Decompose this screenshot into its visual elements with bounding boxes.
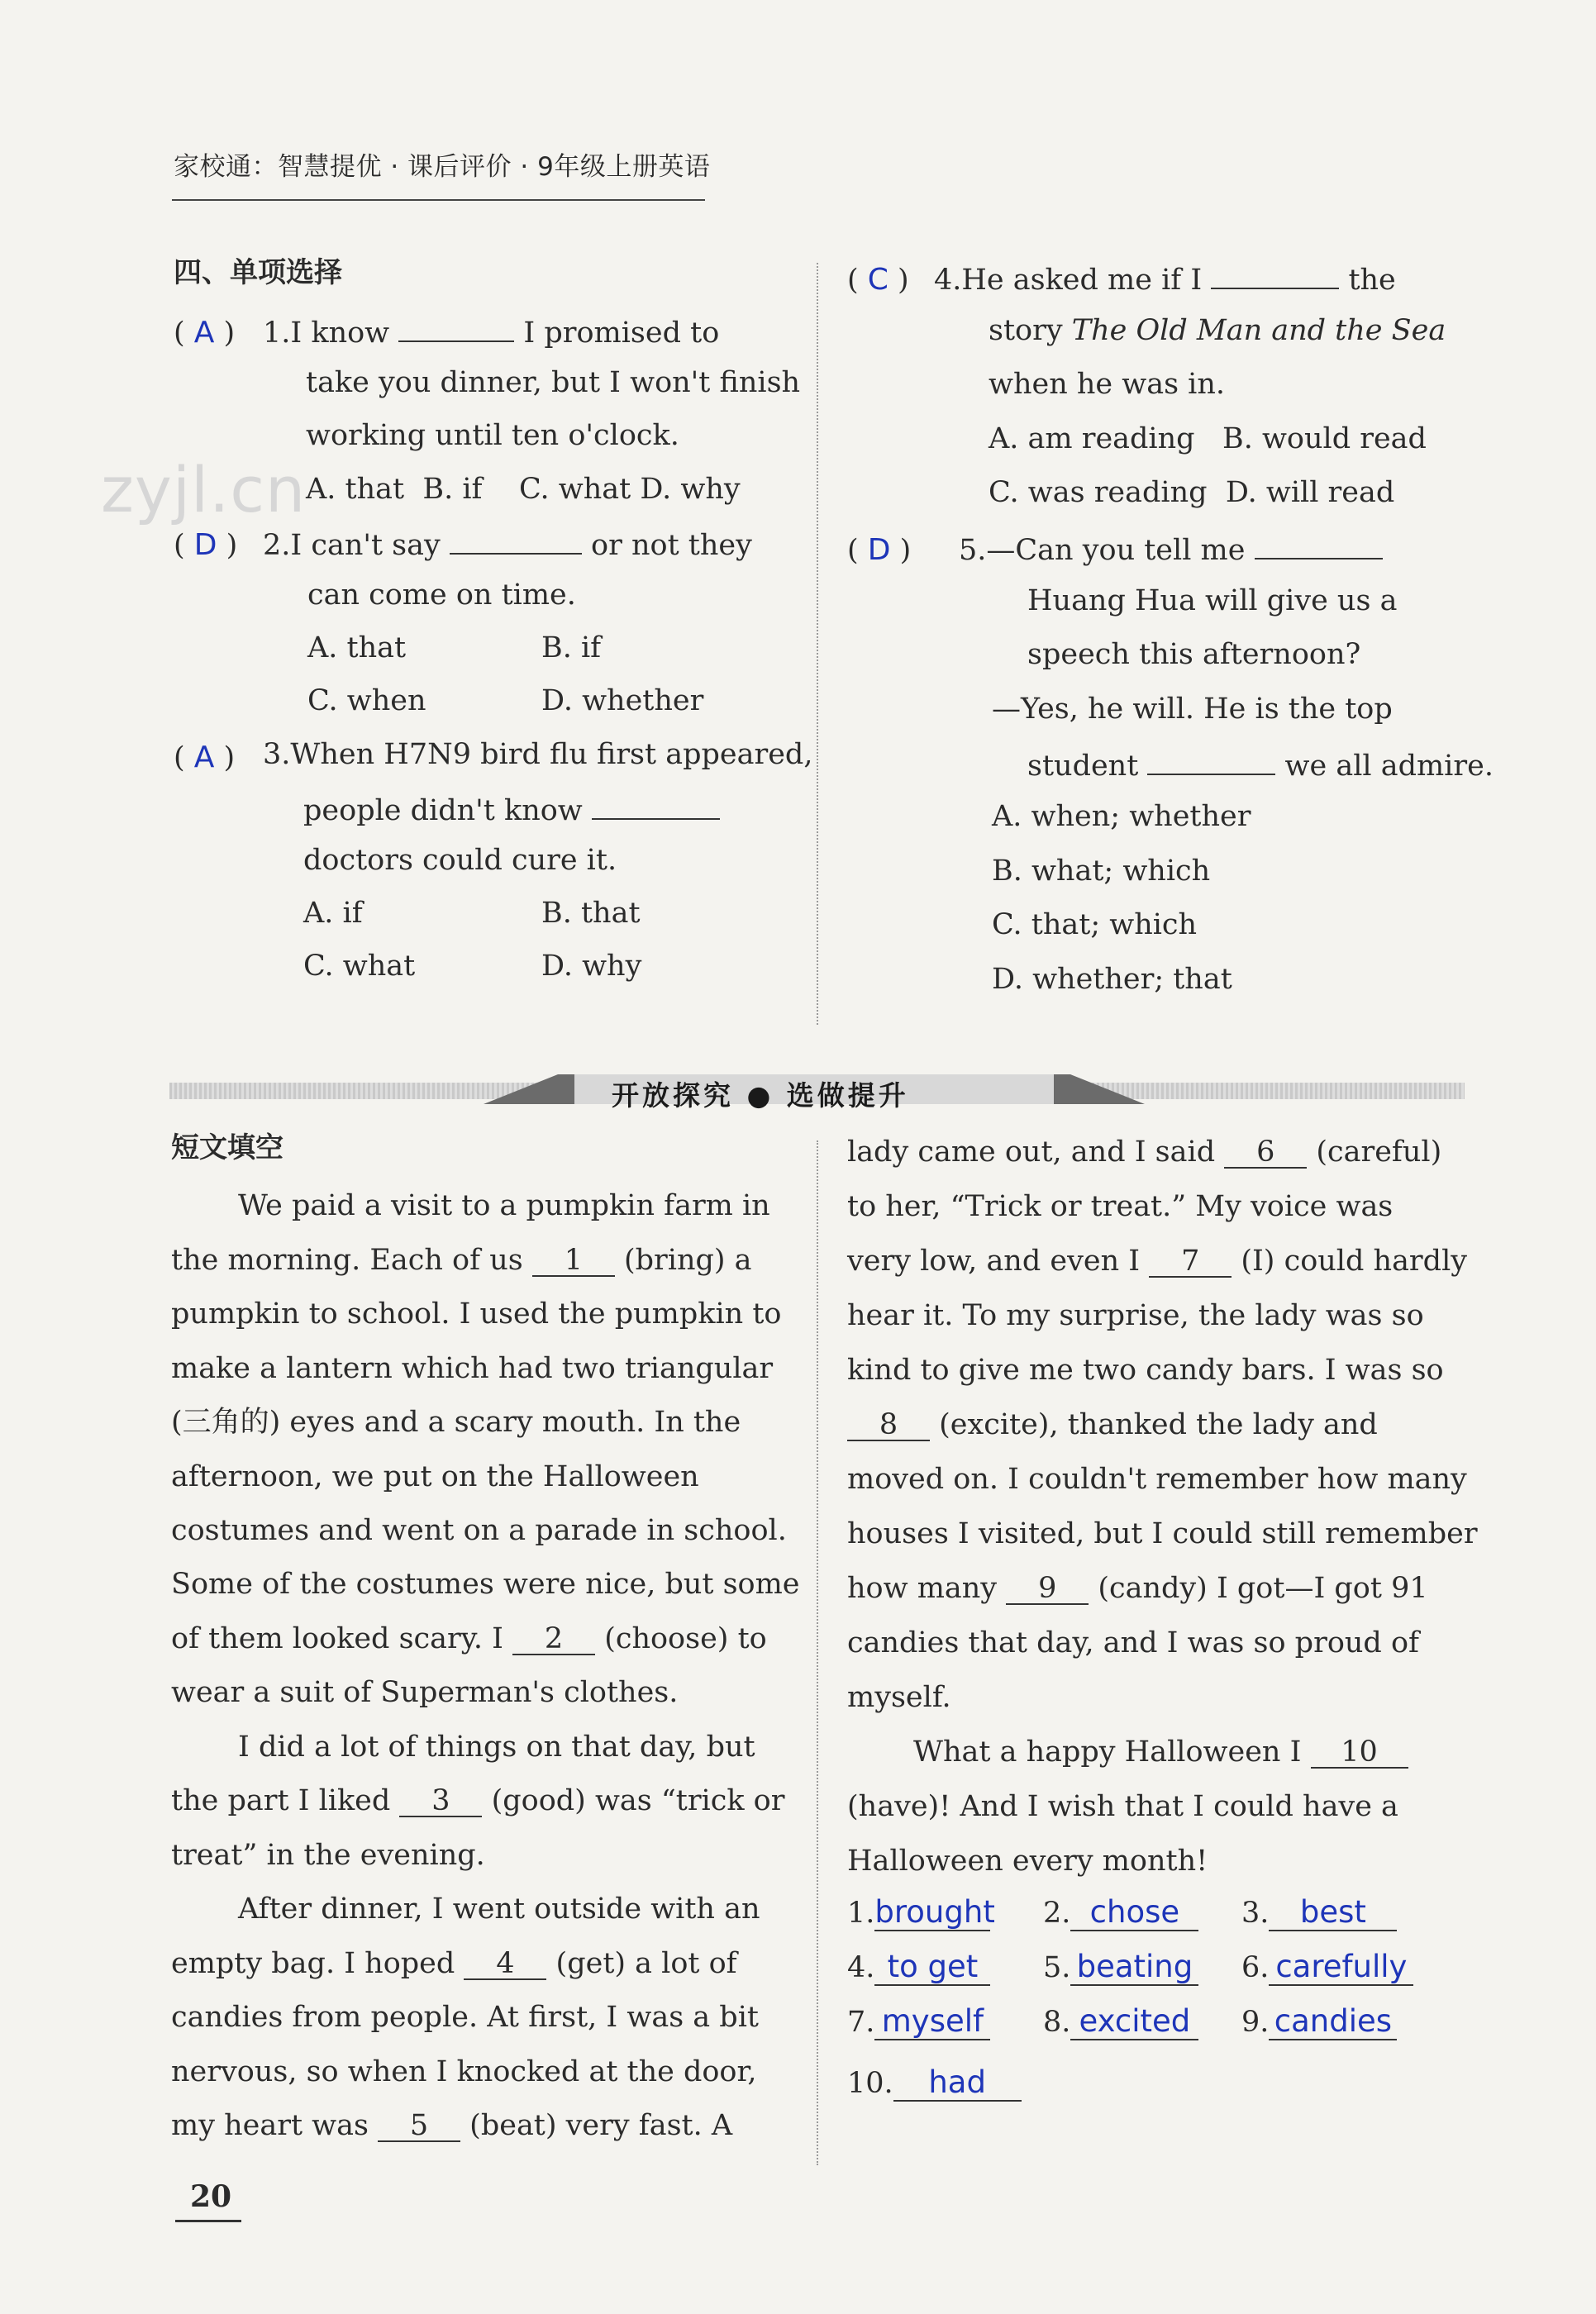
cloze-answer-5: 5. beating <box>1043 1949 1198 1986</box>
question-number: 3. <box>263 738 291 771</box>
banner-text: 开放探究 ● 选做提升 <box>612 1079 909 1112</box>
handwritten-answer: chose <box>1070 1894 1198 1931</box>
question-number: 1. <box>263 317 291 350</box>
answer-paren: ( C ) <box>847 263 909 297</box>
passage-line: empty bag. I hoped 4 (get) a lot of <box>171 1947 737 1980</box>
question-text-line: working until ten o'clock. <box>306 419 679 452</box>
option-row <box>989 422 1427 455</box>
passage-line: very low, and even I 7 (I) could hardly <box>847 1245 1468 1278</box>
handwritten-answer: excited <box>1070 2003 1198 2040</box>
numbered-blank: 4 <box>464 1950 546 1980</box>
passage-line: Some of the costumes were nice, but some <box>171 1568 800 1601</box>
question-text: 3.When H7N9 bird flu first appeared, <box>263 738 813 771</box>
answer-paren: ( D ) <box>174 528 238 562</box>
option: A. that <box>306 473 405 506</box>
passage-line: wear a suit of Superman's clothes. <box>171 1676 679 1709</box>
passage-line: candies that day, and I was so proud of <box>847 1626 1419 1659</box>
cloze-answer-7: 7. myself <box>847 2003 990 2040</box>
passage-line: my heart was 5 (beat) very fast. A <box>171 2109 733 2142</box>
numbered-blank: 10 <box>1311 1738 1408 1769</box>
column-divider-bottom <box>817 1140 818 2165</box>
numbered-blank: 3 <box>399 1787 482 1817</box>
passage-line: hear it. To my surprise, the lady was so <box>847 1299 1424 1332</box>
answer-blank <box>450 528 582 555</box>
passage-line: What a happy Halloween I 10 <box>913 1738 1408 1769</box>
option: B. that <box>541 897 641 930</box>
section-heading: 短文填空 <box>171 1131 283 1164</box>
option: C. when <box>307 684 426 717</box>
handwritten-answer: brought <box>874 1894 995 1930</box>
question-text: 5.—Can you tell me <box>959 533 1383 565</box>
passage-line: costumes and went on a parade in school. <box>171 1514 787 1547</box>
question-text: 4.He asked me if I the <box>934 264 1396 297</box>
book-title: The Old Man and the Sea <box>1071 314 1446 347</box>
question-text-line: take you dinner, but I won't finish <box>306 366 801 399</box>
handwritten-answer: candies <box>1269 2003 1397 2040</box>
answer-blank <box>1147 749 1275 775</box>
cloze-answer-6: 6. carefully <box>1241 1949 1413 1986</box>
passage-line: treat” in the evening. <box>171 1839 485 1872</box>
passage-line: nervous, so when I knocked at the door, <box>171 2055 757 2088</box>
option: B. if <box>422 473 483 506</box>
passage-line: pumpkin to school. I used the pumpkin to <box>171 1297 782 1331</box>
passage-line: lady came out, and I said 6 (careful) <box>847 1136 1442 1169</box>
passage-line: kind to give me two candy bars. I was so <box>847 1354 1444 1387</box>
option: D. why <box>541 950 642 983</box>
answer-blank <box>398 316 514 342</box>
question-number: 2. <box>263 529 291 562</box>
numbered-blank: 5 <box>378 2112 460 2142</box>
handwritten-answer: had <box>893 2064 1022 2102</box>
choice-answer: D <box>193 528 217 562</box>
cloze-answer-2: 2. chose <box>1043 1894 1198 1931</box>
passage-line: make a lantern which had two triangular <box>171 1352 774 1385</box>
choice-answer: D <box>867 533 891 567</box>
answer-blank <box>1211 263 1339 289</box>
passage-line: moved on. I couldn't remember how many <box>847 1463 1467 1496</box>
header-rule <box>172 199 705 201</box>
passage-line: Halloween every month! <box>847 1845 1208 1878</box>
cloze-answer-9: 9. candies <box>1241 2003 1397 2040</box>
option: C. what <box>303 950 416 983</box>
option: D. whether <box>541 684 704 717</box>
handwritten-answer: carefully <box>1269 1949 1413 1986</box>
page-number: 20 <box>190 2179 232 2214</box>
passage-line: After dinner, I went outside with an <box>238 1893 760 1926</box>
section-heading: 四、单项选择 <box>174 256 342 289</box>
question-text-line: —Yes, he will. He is the top <box>992 693 1393 726</box>
handwritten-answer: beating <box>1070 1949 1198 1986</box>
handwritten-answer: best <box>1269 1894 1397 1931</box>
option: B. if <box>541 631 602 664</box>
passage-line: the morning. Each of us 1 (bring) a <box>171 1244 752 1277</box>
passage-line: how many 9 (candy) I got—I got 91 <box>847 1572 1428 1605</box>
passage-line: afternoon, we put on the Halloween <box>171 1460 699 1493</box>
passage-line: the part I liked 3 (good) was “trick or <box>171 1784 785 1817</box>
choice-answer: A <box>193 740 215 774</box>
cloze-answer-8: 8. excited <box>1043 2003 1198 2040</box>
option: D. will read <box>1225 476 1395 509</box>
numbered-blank: 6 <box>1224 1138 1307 1169</box>
passage-line: of them looked scary. I 2 (choose) to <box>171 1622 767 1655</box>
page-number-rule <box>175 2220 241 2222</box>
answer-paren: ( D ) <box>847 533 912 567</box>
option: C. what <box>518 473 631 506</box>
question-text-line: story The Old Man and the Sea <box>989 314 1446 347</box>
answer-paren: ( A ) <box>174 740 236 774</box>
numbered-blank: 1 <box>532 1246 615 1277</box>
answer-blank <box>592 793 720 820</box>
option: C. was reading <box>989 476 1208 509</box>
numbered-blank: 8 <box>847 1411 930 1441</box>
passage-line: candies from people. At first, I was a bit <box>171 2001 759 2034</box>
passage-line: I did a lot of things on that day, but <box>238 1731 755 1764</box>
watermark-logo: zyjl.cn <box>101 453 307 526</box>
question-text-line: doctors could cure it. <box>303 844 617 877</box>
choice-answer: C <box>867 263 889 297</box>
option: D. whether; that <box>992 963 1232 996</box>
column-divider-top <box>817 263 818 1025</box>
option: B. would read <box>1222 422 1427 455</box>
option-row <box>306 475 741 504</box>
answer-blank <box>1255 533 1383 559</box>
question-text-line: when he was in. <box>989 368 1226 401</box>
question-text-line: speech this afternoon? <box>1027 638 1361 671</box>
option-row <box>989 476 1395 509</box>
option: A. if <box>303 897 363 930</box>
numbered-blank: 7 <box>1149 1247 1232 1278</box>
option: A. when; whether <box>992 800 1251 833</box>
question-text-line: people didn't know <box>303 793 720 826</box>
option: D. why <box>640 473 741 506</box>
question-text: 1.I know I promised to <box>263 317 720 350</box>
numbered-blank: 2 <box>512 1625 595 1655</box>
passage-line: 8 (excite), thanked the lady and <box>847 1411 1378 1441</box>
answer-paren: ( A ) <box>174 316 236 350</box>
handwritten-answer: to get <box>874 1949 990 1986</box>
passage-line: myself. <box>847 1681 951 1714</box>
option: B. what; which <box>992 855 1211 888</box>
cloze-answer-1: 1.brought <box>847 1894 995 1930</box>
passage-line: to her, “Trick or treat.” My voice was <box>847 1190 1394 1223</box>
question-number: 4. <box>934 264 962 297</box>
option: C. that; which <box>992 908 1198 941</box>
question-number: 5. <box>959 534 987 567</box>
numbered-blank: 9 <box>1006 1574 1089 1605</box>
cloze-answer-10: 10. had <box>847 2064 1022 2102</box>
option: A. that <box>307 631 407 664</box>
question-text-line: student we all admire. <box>1027 750 1494 783</box>
cloze-answer-3: 3. best <box>1241 1894 1397 1931</box>
handwritten-answer: myself <box>874 2003 990 2040</box>
header-title: 家校通：智慧提优 · 课后评价 · 9年级上册英语 <box>174 152 711 182</box>
choice-answer: A <box>193 316 215 350</box>
option: A. am reading <box>989 422 1195 455</box>
cloze-answer-4: 4. to get <box>847 1949 990 1986</box>
passage-line: We paid a visit to a pumpkin farm in <box>238 1189 770 1222</box>
section-banner <box>169 1073 1465 1112</box>
passage-line: (三角的) eyes and a scary mouth. In the <box>171 1406 741 1439</box>
passage-line: (have)! And I wish that I could have a <box>847 1790 1398 1823</box>
question-text-line: can come on time. <box>307 578 576 612</box>
question-text-line: Huang Hua will give us a <box>1027 584 1398 617</box>
question-text: 2.I can't say or not they <box>263 529 752 562</box>
passage-line: houses I visited, but I could still remember <box>847 1517 1478 1550</box>
